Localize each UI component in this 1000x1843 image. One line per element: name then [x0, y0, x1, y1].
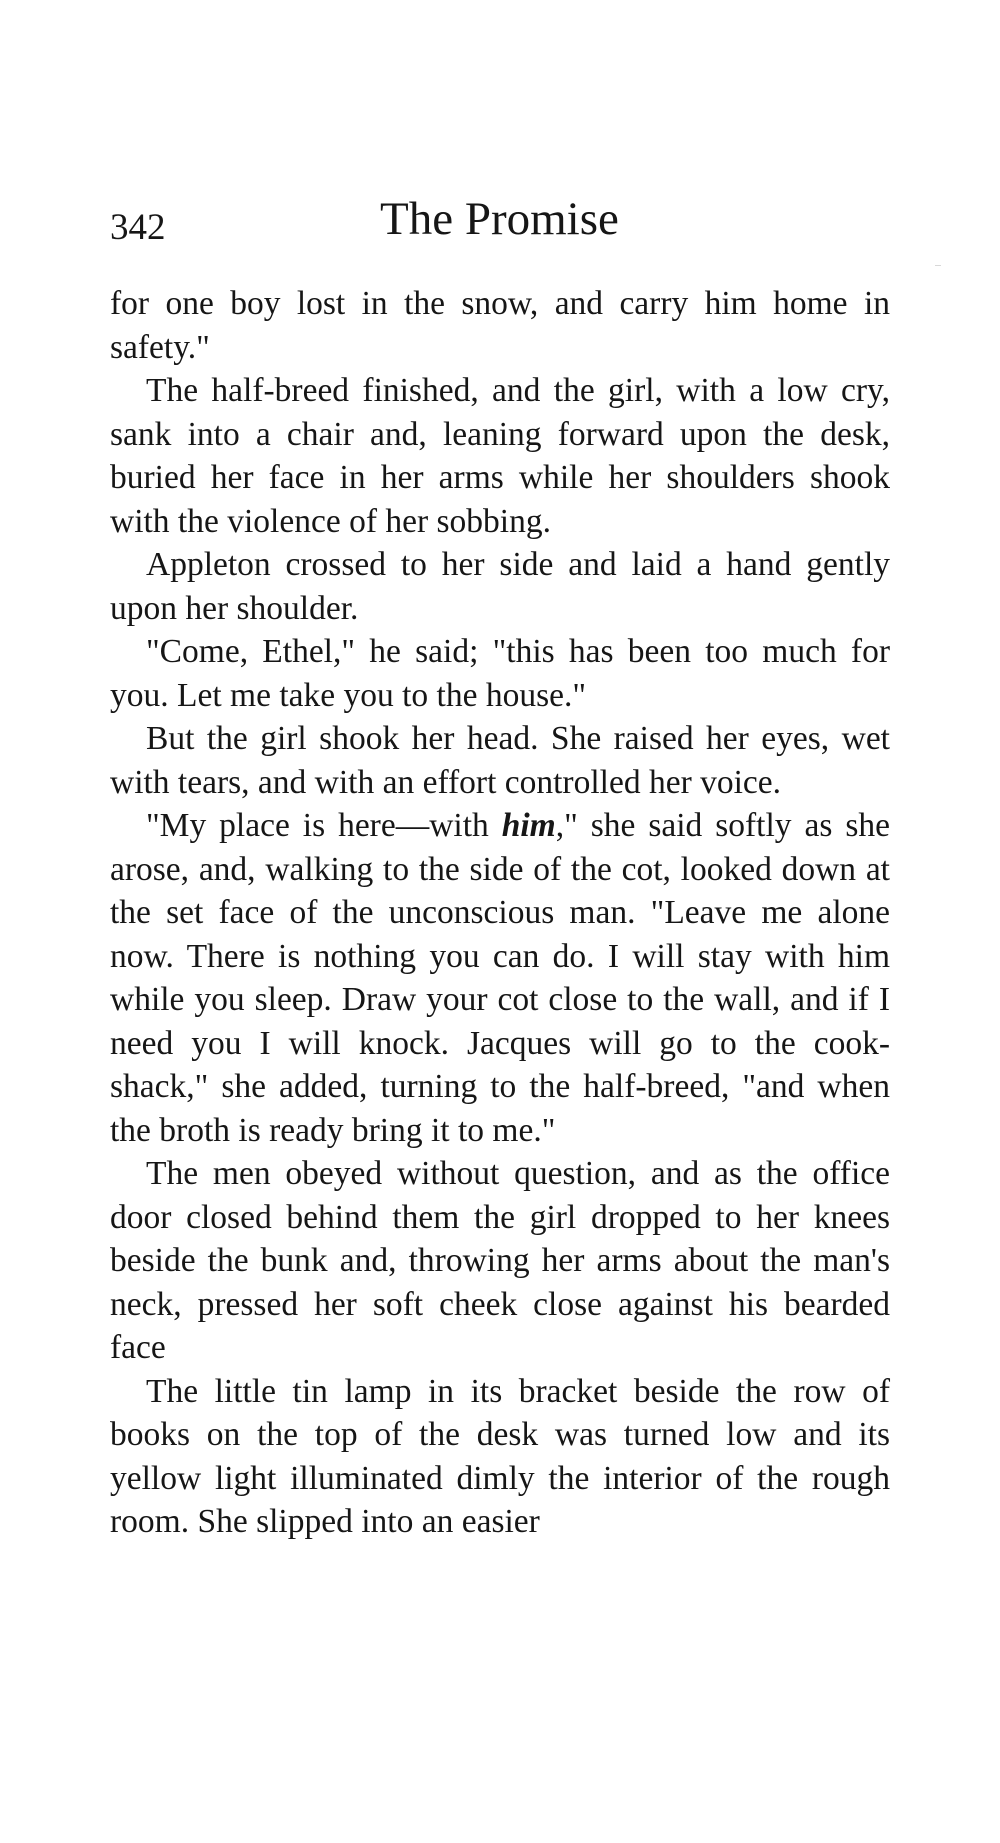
paragraph-text: "My place is here—with: [146, 807, 502, 844]
paragraph: [110, 717, 890, 804]
paragraph-text: The half-breed finished, and the girl, with a low cry, sank into a chair and, leaning forward upon the desk, buried her face in her arms while her shoulders shook with the violence of her sobbing.: [110, 372, 890, 540]
running-head: [110, 192, 890, 252]
paragraph-text: ," she said softly as she arose, and, walking to the side of the cot, looked down at the set face of the unconscious man. "Leave me alone now. There is nothing you can do. I will stay with him while you sleep. Draw your cot close to the wall, and if I need you I will knock. Jacques will go to the cook-shack," she added, turning to the half-breed, "and when the broth is ready bring it to me.": [110, 807, 890, 1149]
paragraph: [110, 804, 890, 1152]
paragraph: [110, 282, 890, 369]
paper-speck: [935, 265, 941, 266]
paragraph-text: for one boy lost in the snow, and carry him home in safety.": [110, 285, 890, 366]
paragraph: [110, 543, 890, 630]
paragraph: [110, 630, 890, 717]
page-number: 342: [110, 207, 166, 248]
paragraph: [110, 369, 890, 543]
emphasized-text: him: [501, 807, 556, 844]
paragraph-text: The little tin lamp in its bracket beside the row of books on the top of the desk was turned low and its yellow light illuminated dimly the interior of the rough room. She slipped into an easier: [110, 1372, 890, 1540]
paragraph-text: But the girl shook her head. She raised her eyes, wet with tears, and with an effort controlled her voice.: [110, 720, 890, 801]
paragraph-text: The men obeyed without question, and as the office door closed behind them the girl dropped to her knees beside the bunk and, throwing her arms about the man's neck, pressed her soft cheek close against his bearded face: [110, 1155, 890, 1366]
paragraph-text: Appleton crossed to her side and laid a hand gently upon her shoulder.: [110, 546, 890, 627]
book-title: The Promise: [380, 193, 619, 245]
paragraph: [110, 1152, 890, 1370]
paragraph: [110, 1370, 890, 1544]
paragraph-text: "Come, Ethel," he said; "this has been too much for you. Let me take you to the house.": [110, 633, 890, 714]
body-text: [110, 282, 890, 1544]
